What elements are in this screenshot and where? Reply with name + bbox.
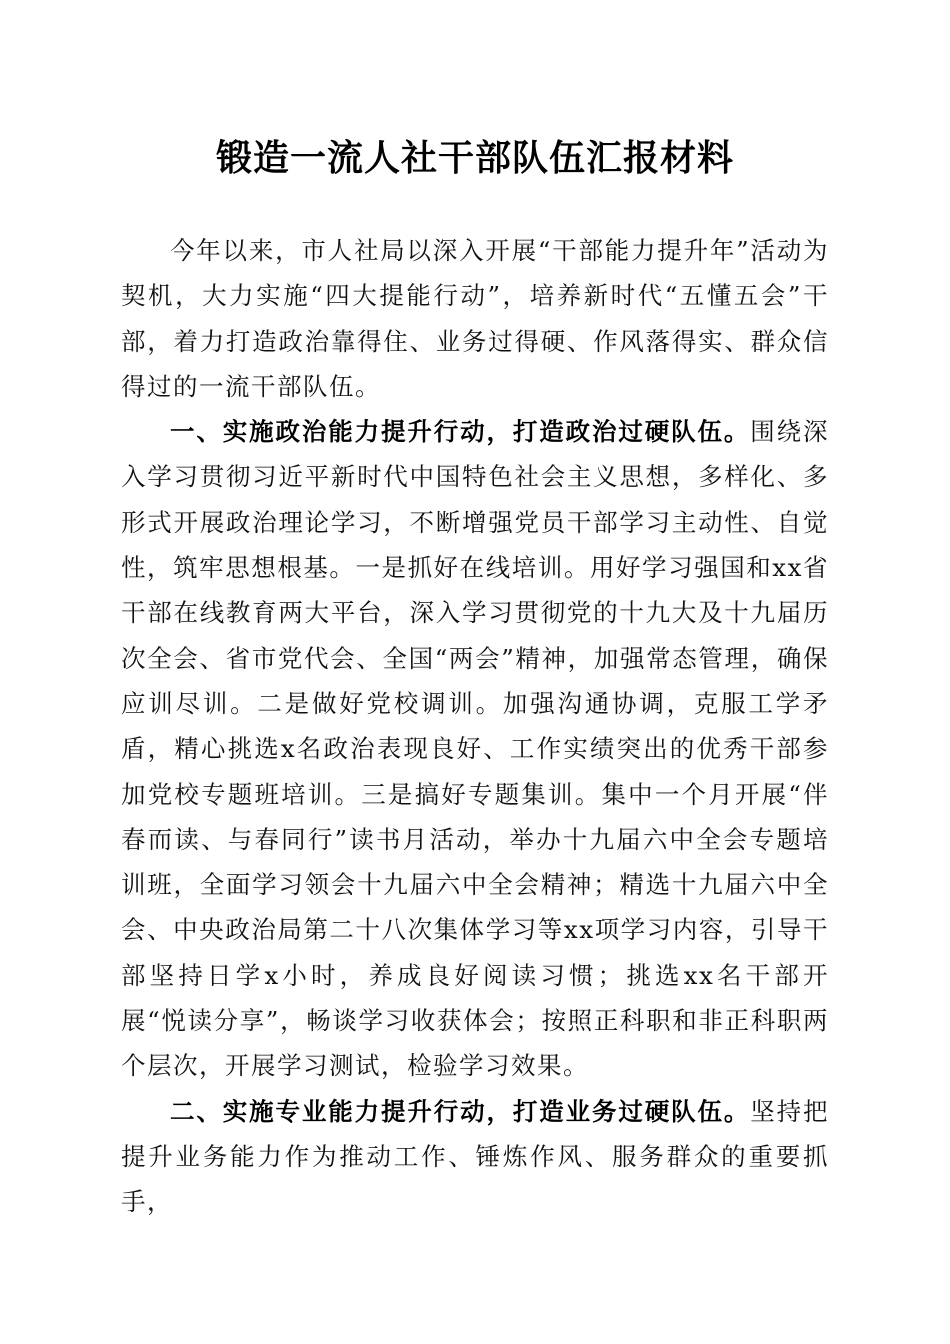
document-body xyxy=(121,228,829,1225)
intro-paragraph: 今年以来，市人社局以深入开展“干部能力提升年”活动为契机，大力实施“四大提能行动”，培养新时代“五懂五会”干部，着力打造政治靠得住、业务过得硬、作风落得实、群众信得过的一流干部队伍。 xyxy=(121,236,829,401)
section-paragraph-1 xyxy=(121,409,829,1088)
section-heading-2: 二、实施专业能力提升行动，打造业务过硬队伍。 xyxy=(170,1096,751,1126)
document-title: 锻造一流人社干部队伍汇报材料 xyxy=(215,137,734,179)
section-body-1: 围绕深入学习贯彻习近平新时代中国特色社会主义思想，多样化、多形式开展政治理论学习，不断增强党员干部学习主动性、自觉性，筑牢思想根基。一是抓好在线培训。用好学习强国和xx省干部在线教育两大平台，深入学习贯彻党的十九大及十九届历次全会、省市党代会、全国“两会”精神，加强常态管理，确保应训尽训。二是做好党校调训。加强沟通协调，克服工学矛盾，精心挑选x名政治表现良好、工作实绩突出的优秀干部参加党校专题班培训。三是搞好专题集训。集中一个月开展“伴春而读、与春同行”读书月活动，举办十九届六中全会专题培训班，全面学习领会十九届六中全会精神；精选十九届六中全会、中央政治局第二十八次集体学习等xx项学习内容，引导干部坚持日学x小时，养成良好阅读习惯；挑选xx名干部开展“悦读分享”，畅谈学习收获体会；按照正科职和非正科职两个层次，开展学习测试，检验学习效果。 xyxy=(121,417,829,1081)
section-body-2: 坚持把提升业务能力作为推动工作、锤炼作风、服务群众的重要抓手， xyxy=(121,1096,829,1217)
section-paragraph-2 xyxy=(121,1089,829,1225)
section-heading-1: 一、实施政治能力提升行动，打造政治过硬队伍。 xyxy=(170,417,751,447)
